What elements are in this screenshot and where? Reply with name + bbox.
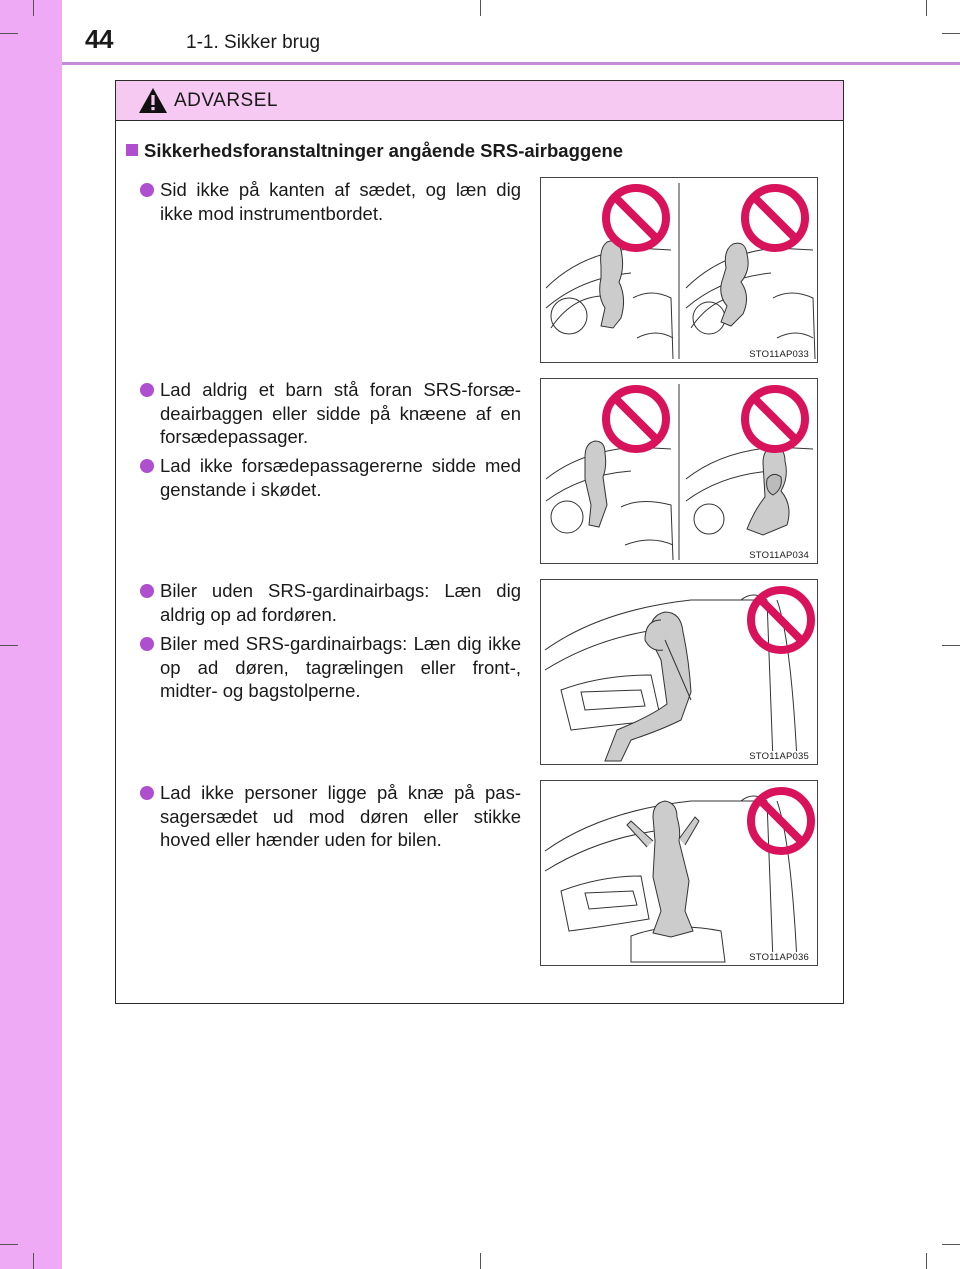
bullet-text: Lad aldrig et barn stå foran SRS-forsæ-deairbaggen eller sidde på knæene af en forsædepassager. bbox=[160, 379, 521, 447]
section-title: 1-1. Sikker brug bbox=[186, 32, 321, 53]
warning-label: ADVARSEL bbox=[174, 90, 278, 111]
illustration-drawing bbox=[541, 178, 818, 363]
warning-header bbox=[116, 81, 843, 121]
crop-mark bbox=[942, 1244, 960, 1245]
bullet-text: Sid ikke på kanten af sædet, og læn dig ikke mod instrumentbordet. bbox=[160, 179, 521, 224]
illustration-code: STO11AP033 bbox=[749, 349, 809, 360]
illustration-code: STO11AP036 bbox=[749, 952, 809, 963]
bullet-item bbox=[140, 781, 521, 852]
bullet-dot-icon bbox=[140, 183, 154, 197]
illustration-sto11ap033 bbox=[540, 177, 818, 363]
crop-mark bbox=[480, 1253, 481, 1269]
warning-triangle-icon bbox=[138, 87, 168, 114]
illustration-drawing bbox=[541, 781, 818, 966]
warning-subheading bbox=[126, 140, 623, 162]
crop-mark bbox=[33, 1253, 34, 1269]
crop-mark bbox=[0, 33, 18, 34]
crop-mark bbox=[33, 0, 34, 16]
illustration-sto11ap034 bbox=[540, 378, 818, 564]
bullet-dot-icon bbox=[140, 637, 154, 651]
crop-mark bbox=[0, 645, 18, 646]
bullet-text: Lad ikke forsædepassagererne sidde med genstande i skødet. bbox=[160, 455, 521, 500]
crop-mark bbox=[926, 1253, 927, 1269]
illustration-code: STO11AP034 bbox=[749, 550, 809, 561]
illustration-drawing bbox=[541, 580, 818, 765]
bullet-item bbox=[140, 378, 521, 449]
crop-mark bbox=[480, 0, 481, 16]
illustration-sto11ap035 bbox=[540, 579, 818, 765]
illustration-sto11ap036 bbox=[540, 780, 818, 966]
illustration-drawing bbox=[541, 379, 818, 564]
bullet-item bbox=[140, 178, 521, 225]
header-divider bbox=[62, 62, 960, 65]
bullet-item bbox=[140, 579, 521, 626]
crop-mark bbox=[942, 33, 960, 34]
bullet-dot-icon bbox=[140, 584, 154, 598]
bullet-dot-icon bbox=[140, 459, 154, 473]
bullet-text: Biler uden SRS-gardinairbags: Læn dig aldrig op ad fordøren. bbox=[160, 580, 521, 625]
crop-mark bbox=[0, 1244, 18, 1245]
bullet-item bbox=[140, 632, 521, 703]
bullet-item bbox=[140, 454, 521, 501]
page-number: 44 bbox=[85, 24, 113, 54]
bullet-text: Biler med SRS-gardinairbags: Læn dig ikke op ad døren, tagrælingen eller front-, midter- og bagstolperne. bbox=[160, 633, 521, 701]
side-color-strip bbox=[0, 0, 62, 1269]
bullet-dot-icon bbox=[140, 383, 154, 397]
bullet-dot-icon bbox=[140, 786, 154, 800]
crop-mark bbox=[926, 0, 927, 16]
subheading-text: Sikkerhedsforanstaltninger angående SRS-airbaggene bbox=[144, 140, 624, 161]
illustration-code: STO11AP035 bbox=[749, 751, 809, 762]
crop-mark bbox=[942, 645, 960, 646]
bullet-text: Lad ikke personer ligge på knæ på pas-sagersædet ud mod døren eller stikke hoved eller hænder uden for bilen. bbox=[160, 782, 521, 850]
square-bullet-icon bbox=[126, 144, 138, 156]
